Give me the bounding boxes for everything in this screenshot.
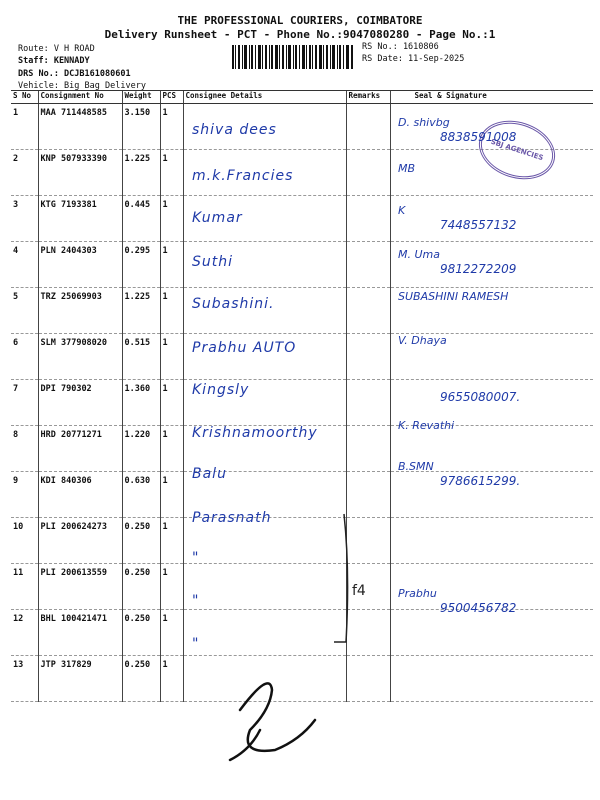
consignee-handwritten-name: Suthi (192, 254, 234, 270)
weight-cell: 1.220 (122, 426, 160, 472)
col-consignee: Consignee Details (183, 91, 346, 104)
sno-cell: 2 (11, 150, 38, 196)
route-label: Route: V H ROAD (18, 44, 95, 54)
weight-cell: 0.445 (122, 196, 160, 242)
consignee-handwritten-name: shiva dees (192, 122, 277, 138)
sno-cell: 8 (11, 426, 38, 472)
receiver-phone: 9786615299. (440, 474, 521, 488)
sno-cell: 11 (11, 564, 38, 610)
sno-cell: 7 (11, 380, 38, 426)
consignment-cell: PLI 200613559 (38, 564, 122, 610)
pcs-cell: 1 (160, 518, 183, 564)
consignment-cell: PLI 200624273 (38, 518, 122, 564)
consignment-cell: MAA 711448585 (38, 104, 122, 150)
remarks-cell (346, 288, 390, 334)
receiver-phone: 9500456782 (440, 601, 517, 615)
sno-cell: 3 (11, 196, 38, 242)
table-header-row (11, 91, 593, 104)
weight-cell: 1.225 (122, 150, 160, 196)
pcs-cell: 1 (160, 426, 183, 472)
remarks-cell (346, 242, 390, 288)
consignment-cell: TRZ 25069903 (38, 288, 122, 334)
receiver-signature: SUBASHINI RAMESH (398, 290, 509, 303)
table-row (11, 334, 593, 380)
consignee-handwritten-name: " (192, 550, 200, 566)
consignee-handwritten-name: Kingsly (192, 382, 250, 398)
consignee-handwritten-name: Subashini. (192, 296, 275, 312)
col-pcs: PCS (160, 91, 183, 104)
receiver-signature: K. Revathi (398, 419, 455, 432)
consignment-cell: KDI 840306 (38, 472, 122, 518)
consignee-handwritten-name: Balu (192, 466, 227, 482)
pcs-cell: 1 (160, 334, 183, 380)
signature-cell (390, 610, 593, 656)
weight-cell: 0.250 (122, 610, 160, 656)
vehicle-label: Vehicle: Big Bag Delivery (18, 81, 146, 91)
weight-cell: 1.225 (122, 288, 160, 334)
consignment-cell: HRD 20771271 (38, 426, 122, 472)
receiver-signature: V. Dhaya (398, 334, 447, 347)
sno-cell: 13 (11, 656, 38, 702)
remarks-cell (346, 426, 390, 472)
remarks-cell (346, 656, 390, 702)
receiver-signature: B.SMN (398, 460, 434, 473)
runsheet-subtitle: Delivery Runsheet - PCT - Phone No.:9047080280 - Page No.:1 (104, 28, 496, 41)
consignee-handwritten-name: Prabhu AUTO (192, 340, 297, 356)
remarks-cell (346, 150, 390, 196)
consignment-cell: DPI 790302 (38, 380, 122, 426)
drs-label: DRS No.: DCJB161080601 (18, 69, 131, 79)
consignment-cell: PLN 2404303 (38, 242, 122, 288)
col-signature: Seal & Signature (390, 91, 593, 104)
receiver-signature: Prabhu (398, 587, 437, 600)
weight-cell: 1.360 (122, 380, 160, 426)
pcs-cell: 1 (160, 196, 183, 242)
handwritten-signature (220, 670, 330, 770)
receiver-phone: 8838591008 (440, 130, 517, 144)
col-weight: Weight (122, 91, 160, 104)
consignment-cell: SLM 377908020 (38, 334, 122, 380)
consignment-cell: KNP 507933390 (38, 150, 122, 196)
col-sno: S No (11, 91, 38, 104)
weight-cell: 0.630 (122, 472, 160, 518)
weight-cell: 0.250 (122, 656, 160, 702)
weight-cell: 0.295 (122, 242, 160, 288)
sno-cell: 12 (11, 610, 38, 656)
consignee-cell (183, 564, 346, 610)
pcs-cell: 1 (160, 472, 183, 518)
consignment-cell: JTP 317829 (38, 656, 122, 702)
pcs-cell: 1 (160, 656, 183, 702)
receiver-signature: K (398, 204, 406, 217)
receiver-phone: 7448557132 (440, 218, 517, 232)
pcs-cell: 1 (160, 242, 183, 288)
receiver-signature: MB (398, 162, 416, 175)
pcs-cell: 1 (160, 104, 183, 150)
sno-cell: 6 (11, 334, 38, 380)
weight-cell: 0.250 (122, 518, 160, 564)
receiver-phone: 9812272209 (440, 262, 517, 276)
pcs-cell: 1 (160, 610, 183, 656)
sno-cell: 10 (11, 518, 38, 564)
sno-cell: 1 (11, 104, 38, 150)
pcs-cell: 1 (160, 564, 183, 610)
rs-number: RS No.: 1610806 (362, 42, 439, 52)
consignee-handwritten-name: Parasnath (192, 510, 272, 526)
barcode-icon (232, 45, 354, 69)
runsheet-title: THE PROFESSIONAL COURIERS, COIMBATORE (177, 14, 423, 27)
consignee-handwritten-name: Krishnamoorthy (192, 425, 318, 441)
svg-text:f4: f4 (352, 583, 366, 599)
bracket-mark (330, 510, 370, 650)
weight-cell: 3.150 (122, 104, 160, 150)
consignment-cell: BHL 100421471 (38, 610, 122, 656)
remarks-cell (346, 196, 390, 242)
receiver-signature: D. shivbg (398, 116, 450, 129)
table-row (11, 610, 593, 656)
table-row (11, 518, 593, 564)
consignee-handwritten-name: " (192, 636, 200, 652)
sno-cell: 9 (11, 472, 38, 518)
weight-cell: 0.515 (122, 334, 160, 380)
agency-stamp: SBJ AGENCIES (471, 111, 562, 188)
col-consignment: Consignment No (38, 91, 122, 104)
pcs-cell: 1 (160, 150, 183, 196)
rs-date: RS Date: 11-Sep-2025 (362, 54, 465, 64)
col-remarks: Remarks (346, 91, 390, 104)
pcs-cell: 1 (160, 288, 183, 334)
remarks-cell (346, 104, 390, 150)
consignee-handwritten-name: Kumar (192, 210, 243, 226)
consignee-cell (183, 610, 346, 656)
consignee-handwritten-name: m.k.Francies (192, 168, 294, 184)
remarks-cell (346, 334, 390, 380)
weight-cell: 0.250 (122, 564, 160, 610)
sno-cell: 5 (11, 288, 38, 334)
pcs-cell: 1 (160, 380, 183, 426)
consignee-handwritten-name: " (192, 593, 200, 609)
remarks-cell (346, 380, 390, 426)
signature-cell (390, 518, 593, 564)
receiver-phone: 9655080007. (440, 390, 521, 404)
signature-cell (390, 656, 593, 702)
consignment-cell: KTG 7193381 (38, 196, 122, 242)
sno-cell: 4 (11, 242, 38, 288)
receiver-signature: M. Uma (398, 248, 440, 261)
staff-label: Staff: KENNADY (18, 56, 90, 66)
